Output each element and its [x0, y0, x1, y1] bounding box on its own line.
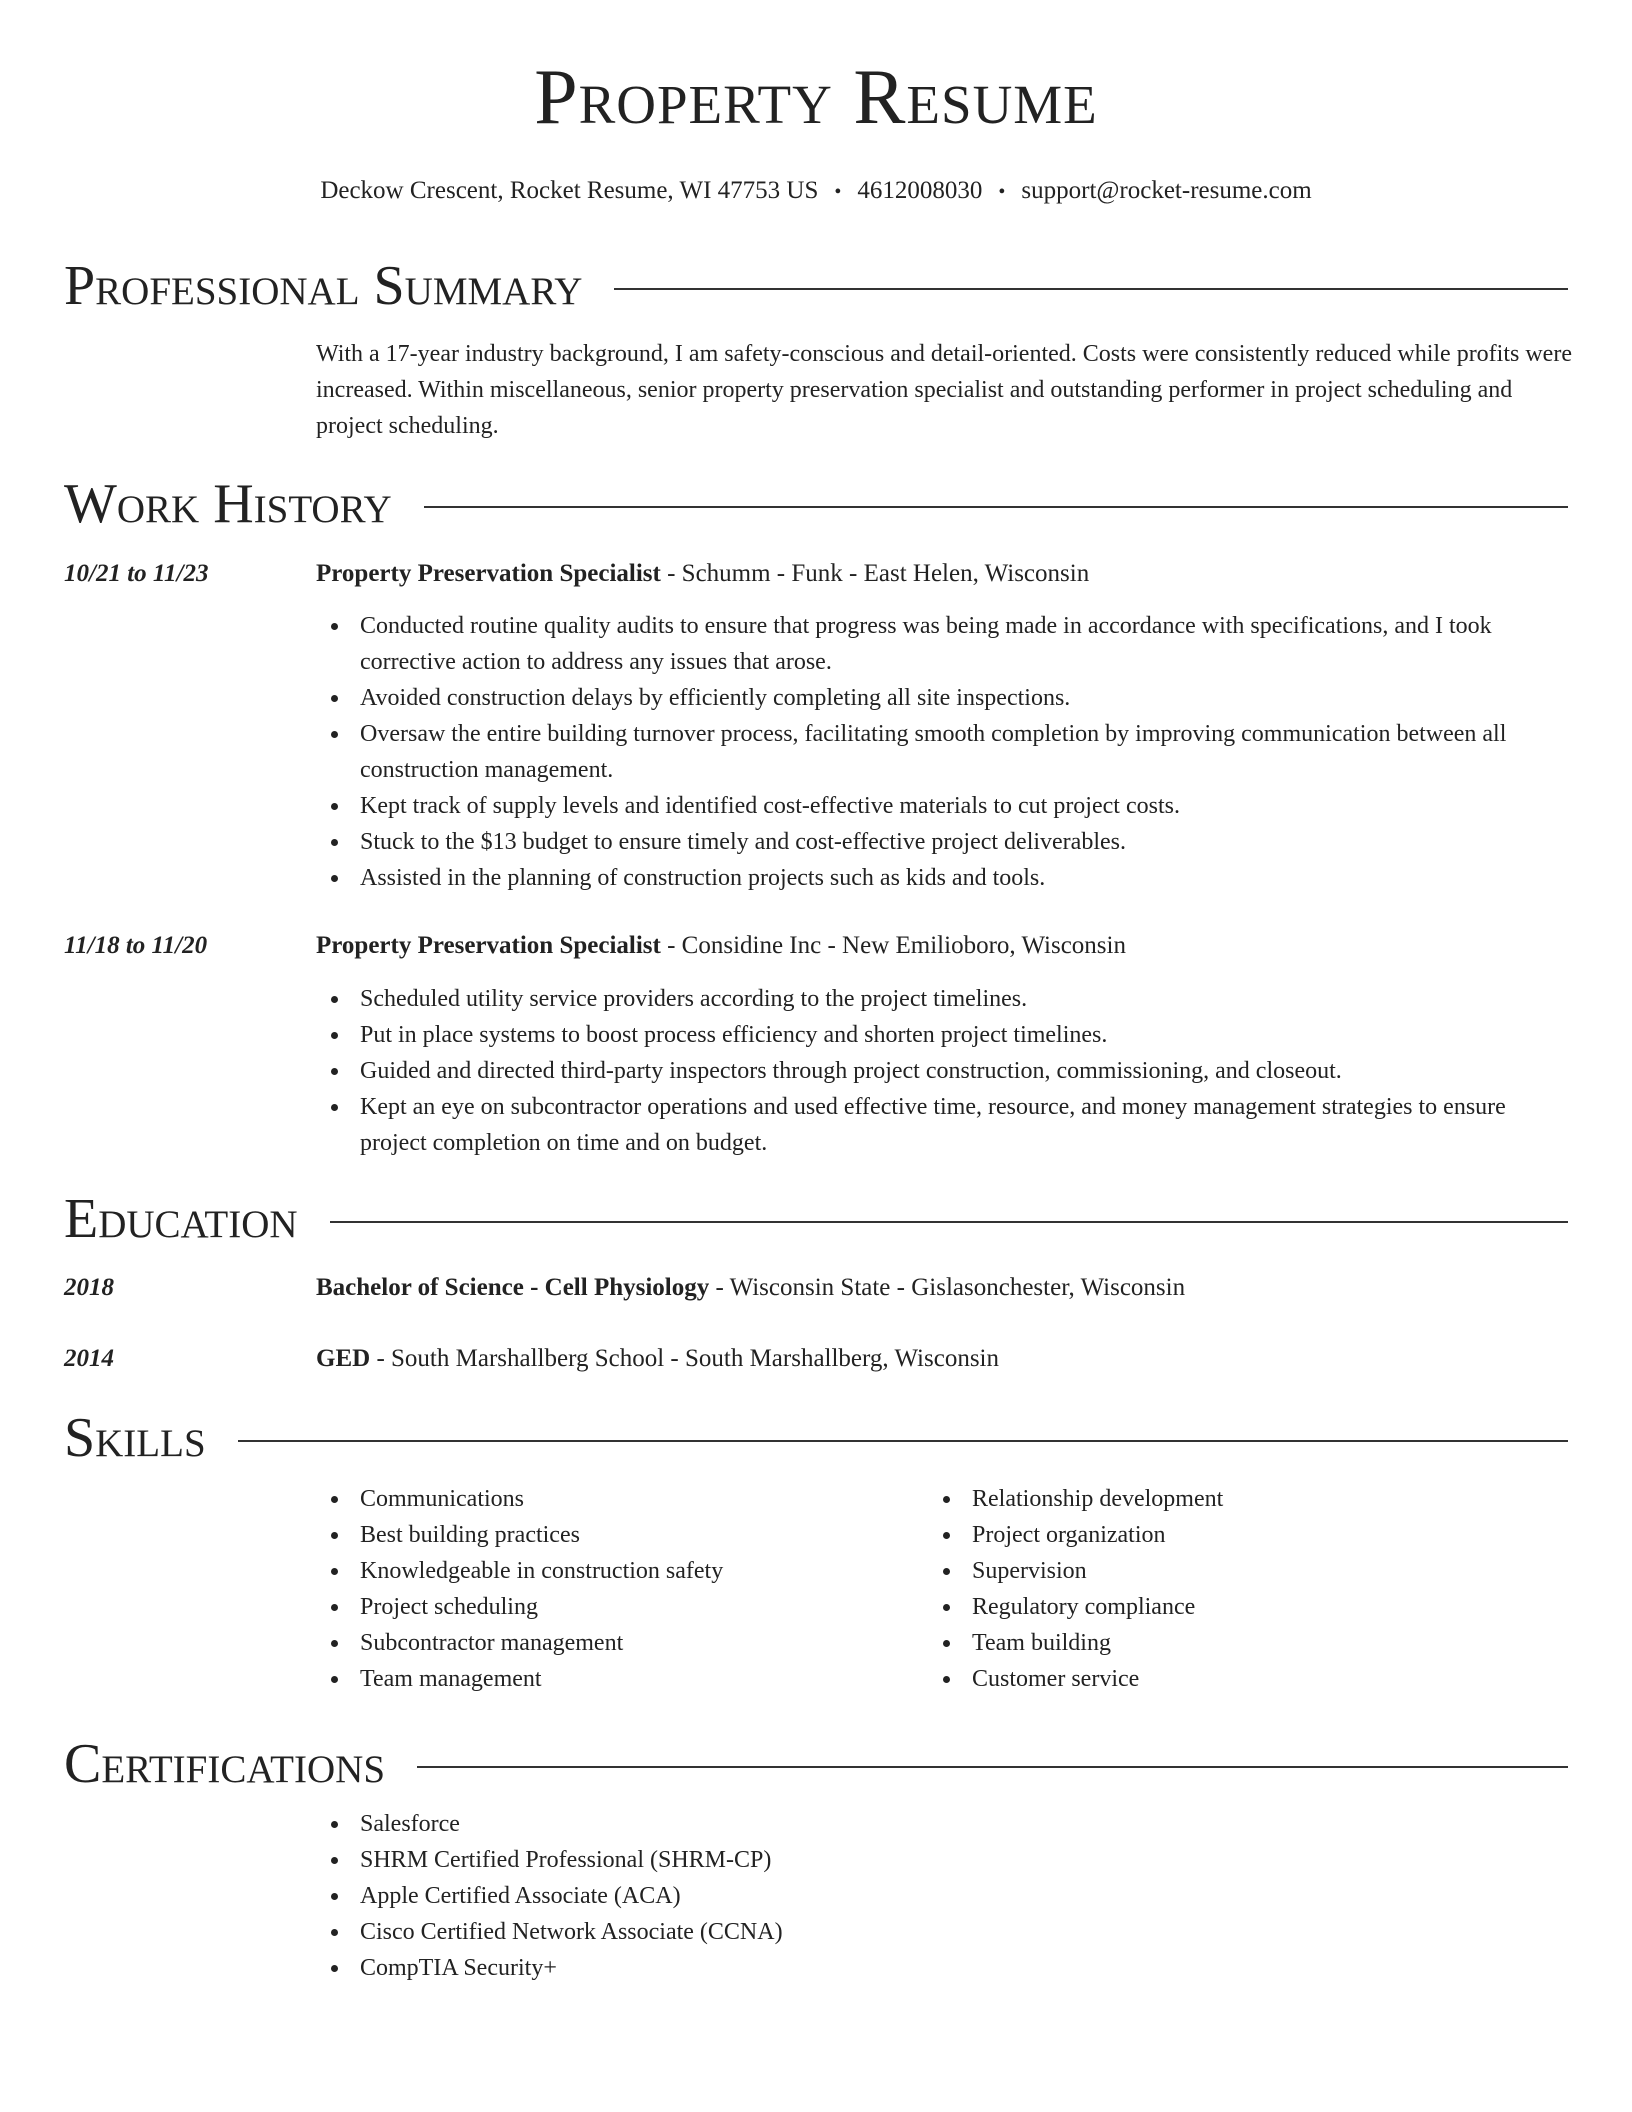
skills-list-left — [316, 1481, 916, 1697]
section-divider — [417, 1766, 1568, 1768]
job-role: Property Preservation Specialist — [316, 932, 661, 959]
contact-email: support@rocket-resume.com — [1021, 177, 1312, 204]
skills-list-right — [928, 1481, 1568, 1697]
section-header-education — [64, 1188, 1568, 1250]
list-item: Apple Certified Associate (ACA) — [316, 1878, 1572, 1914]
section-header-certifications — [64, 1733, 1568, 1795]
contact-separator: • — [834, 181, 842, 203]
education-line — [316, 1341, 1572, 1377]
section-divider — [614, 288, 1568, 290]
list-item: Team management — [316, 1661, 916, 1697]
job-dates: 10/21 to 11/23 — [64, 560, 209, 587]
list-item: Kept an eye on subcontractor operations and used effective time, resource, and money management strategies to ensure project completion on time and on budget. — [316, 1089, 1572, 1161]
job-details: - Schumm - Funk - East Helen, Wisconsin — [660, 560, 1090, 587]
list-item: Best building practices — [316, 1517, 916, 1553]
list-item: Team building — [928, 1625, 1568, 1661]
list-item: Assisted in the planning of construction projects such as kids and tools. — [316, 860, 1572, 896]
contact-phone: 4612008030 — [857, 177, 983, 204]
contact-address: Deckow Crescent, Rocket Resume, WI 47753 US — [320, 177, 819, 204]
education-year: 2018 — [64, 1274, 114, 1301]
list-item: Communications — [316, 1481, 916, 1517]
resume-name: Property Resume — [534, 53, 1098, 140]
job-role: Property Preservation Specialist — [316, 560, 661, 587]
section-title: Certifications — [64, 1733, 386, 1795]
section-title: Professional Summary — [64, 255, 583, 317]
list-item: Conducted routine quality audits to ensure that progress was being made in accordance with specifications, and I took corrective action to address any issues that arose. — [316, 608, 1572, 680]
section-divider — [330, 1221, 1568, 1223]
list-item: Customer service — [928, 1661, 1568, 1697]
section-title: Education — [64, 1188, 298, 1250]
education-details: - Wisconsin State - Gislasonchester, Wisconsin — [709, 1274, 1186, 1301]
section-title: Work History — [64, 473, 392, 535]
education-details: - South Marshallberg School - South Marshallberg, Wisconsin — [370, 1345, 999, 1372]
list-item: SHRM Certified Professional (SHRM-CP) — [316, 1842, 1572, 1878]
list-item: Project organization — [928, 1517, 1568, 1553]
list-item: Oversaw the entire building turnover process, facilitating smooth completion by improving communication between all construction management. — [316, 716, 1572, 788]
list-item: Salesforce — [316, 1806, 1572, 1842]
contact-line — [0, 176, 1632, 207]
list-item: CompTIA Security+ — [316, 1950, 1572, 1986]
list-item: Guided and directed third-party inspectors through project construction, commissioning, and closeout. — [316, 1053, 1572, 1089]
job-bullets — [316, 608, 1572, 896]
education-year: 2014 — [64, 1345, 114, 1372]
job-title-line — [316, 556, 1572, 592]
list-item: Subcontractor management — [316, 1625, 916, 1661]
list-item: Stuck to the $13 budget to ensure timely and cost-effective project deliverables. — [316, 824, 1572, 860]
section-header-summary — [64, 255, 1568, 317]
section-title: Skills — [64, 1407, 206, 1469]
list-item: Scheduled utility service providers according to the project timelines. — [316, 981, 1572, 1017]
education-degree: GED — [316, 1345, 371, 1372]
list-item: Knowledgeable in construction safety — [316, 1553, 916, 1589]
list-item: Kept track of supply levels and identified cost-effective materials to cut project costs. — [316, 788, 1572, 824]
job-dates: 11/18 to 11/20 — [64, 932, 208, 959]
list-item: Cisco Certified Network Associate (CCNA) — [316, 1914, 1572, 1950]
education-degree: Bachelor of Science - Cell Physiology — [316, 1274, 710, 1301]
education-line — [316, 1270, 1572, 1306]
list-item: Project scheduling — [316, 1589, 916, 1625]
list-item: Avoided construction delays by efficiently completing all site inspections. — [316, 680, 1572, 716]
section-header-skills — [64, 1407, 1568, 1469]
job-details: - Considine Inc - New Emilioboro, Wisconsin — [660, 932, 1126, 959]
list-item: Relationship development — [928, 1481, 1568, 1517]
contact-separator: • — [998, 181, 1006, 203]
list-item: Regulatory compliance — [928, 1589, 1568, 1625]
list-item: Supervision — [928, 1553, 1568, 1589]
job-title-line — [316, 928, 1572, 964]
section-divider — [424, 506, 1568, 508]
certifications-list — [316, 1806, 1572, 1986]
section-header-work-history — [64, 473, 1568, 535]
summary-text: With a 17-year industry background, I am safety-conscious and detail-oriented. Costs were consistently reduced while profits were increased. Within miscellaneous, senior property preservation specialist and outstanding performer in project scheduling and project scheduling. — [316, 341, 1572, 439]
job-bullets — [316, 981, 1572, 1161]
list-item: Put in place systems to boost process efficiency and shorten project timelines. — [316, 1017, 1572, 1053]
section-divider — [238, 1440, 1568, 1442]
